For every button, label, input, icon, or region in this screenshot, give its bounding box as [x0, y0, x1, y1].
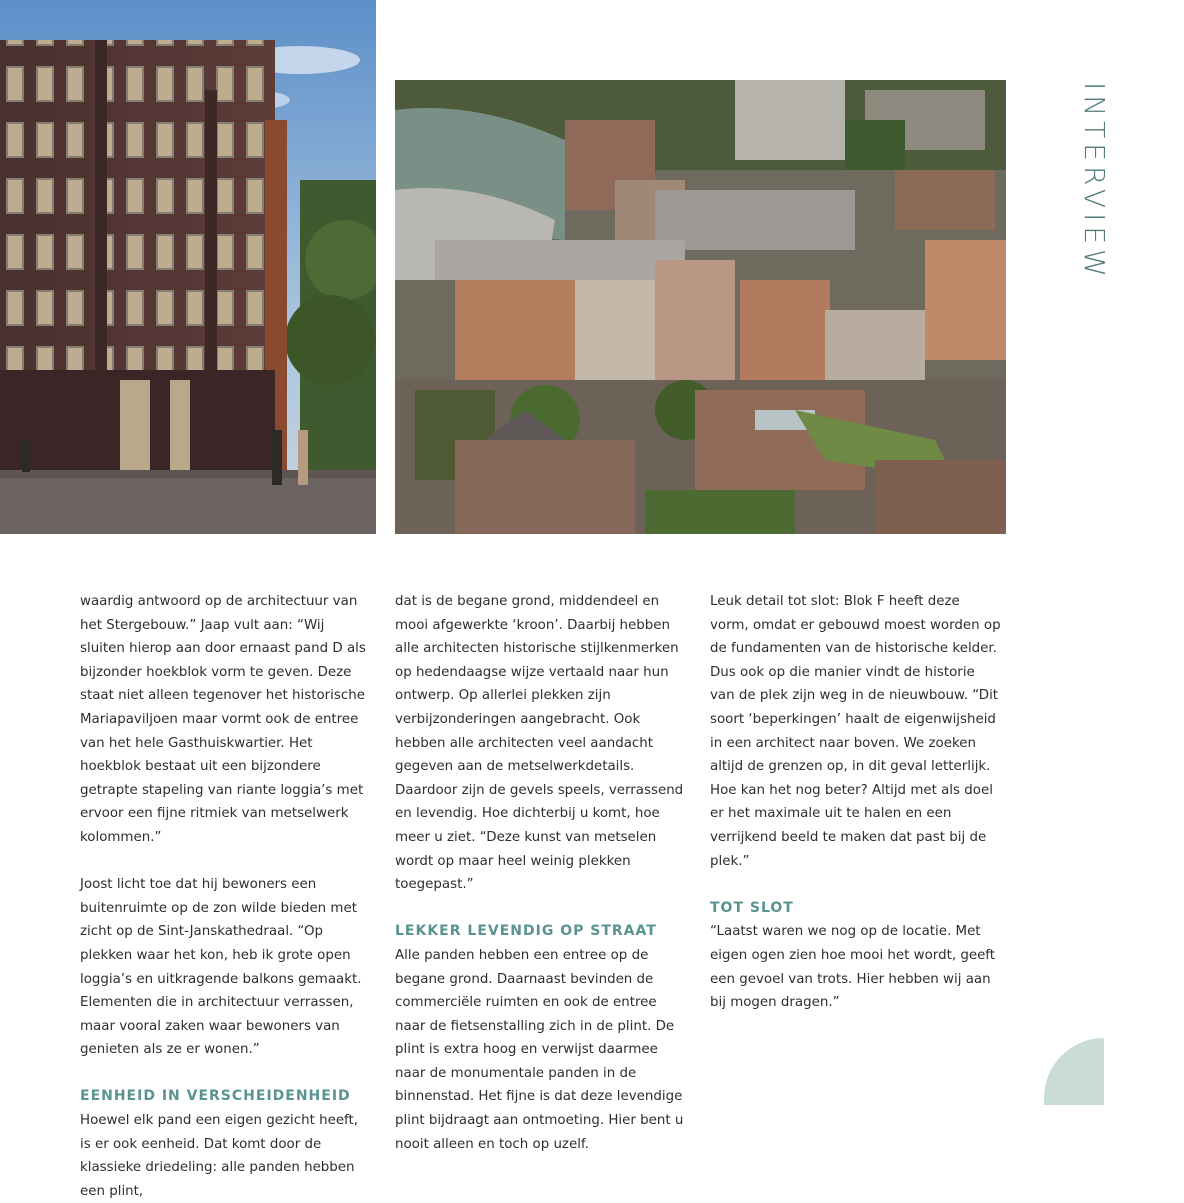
section-heading: EENHEID IN VERSCHEIDENHEID: [80, 1088, 351, 1105]
building-rendering-photo: [0, 0, 376, 534]
section-heading: TOT SLOT: [710, 899, 794, 916]
paragraph: Hoewel elk pand een eigen gezicht heeft, is er ook eenheid. Dat komt door de klassieke driedeling: alle panden hebben een plint,: [80, 1113, 359, 1199]
section-heading: LEKKER LEVENDIG OP STRAAT: [395, 923, 657, 940]
aerial-view-photo: [395, 80, 1006, 534]
text-column-2: [395, 590, 687, 1156]
paragraph: Joost licht toe dat hij bewoners een buitenruimte op de zon wilde bieden met zicht op de Sint-Janskathedraal. “Op plekken waar het kon, heb ik grote open loggia’s en uitkragende balkons gemaakt. Elementen die in architectuur verrassen, maar vooral zaken waar bewoners van genieten als ze er wonen.”: [80, 877, 362, 1058]
text-column-1: [80, 590, 372, 1203]
paragraph: Leuk detail tot slot: Blok F heeft deze vorm, omdat er gebouwd moest worden op de fundamenten van de historische kelder. Dus ook op die manier vindt de historie van de plek zijn weg in de nieuwbouw. “Dit soort ‘beperkingen’ haalt de eigenwijsheid in een architect naar boven. We zoeken altijd de grenzen op, in dit geval letterlijk. Hoe kan het nog beter? Altijd met als doel er het maximale uit te halen en een verrijkend beeld te maken dat past bij de plek.”: [710, 594, 1001, 869]
paragraph: Alle panden hebben een entree op de begane grond. Daarnaast bevinden de commerciële ruimten en ook de entree naar de fietsenstalling zich in de plint. De plint is extra hoog en verwijst daarmee naar de monumentale panden in de binnenstad. Het fijne is dat deze levendige plint bijdraagt aan ontmoeting. Hier bent u nooit alleen en toch op uzelf.: [395, 947, 684, 1152]
paragraph: dat is de begane grond, middendeel en mooi afgewerkte ‘kroon’. Daarbij hebben alle architecten historische stijlkenmerken op hedendaagse wijze vertaald naar hun ontwerp. Op allerlei plekken zijn verbijzonderingen aangebracht. Ook hebben alle architecten veel aandacht gegeven aan de metselwerkdetails. Daardoor zijn de gevels speels, verrassend en levendig. Hoe dichterbij u komt, hoe meer u ziet. “Deze kunst van metselen wordt op maar heel weinig plekken toegepast.”: [395, 594, 684, 893]
text-column-3: [710, 590, 1002, 1015]
decorative-arch-shape: [1044, 1038, 1104, 1105]
building-rendering-image: [0, 0, 376, 534]
paragraph: “Laatst waren we nog op de locatie. Met eigen ogen zien hoe mooi het wordt, geeft een gevoel van trots. Hier hebben wij aan bij mogen dragen.”: [710, 924, 996, 1011]
aerial-view-image: [395, 80, 1006, 534]
section-label-interview: INTERVIEW: [1078, 82, 1111, 282]
paragraph: waardig antwoord op de architectuur van het Stergebouw.” Jaap vult aan: “Wij sluiten hierop aan door ernaast pand D als bijzonder hoekblok vorm te geven. Deze staat niet alleen tegenover het historische Mariapaviljoen maar vormt ook de entree van het hele Gasthuiskwartier. Het hoekblok bestaat uit een bijzondere getrapte stapeling van riante loggia’s met ervoor een fijne ritmiek van metselwerk kolommen.”: [80, 594, 366, 845]
